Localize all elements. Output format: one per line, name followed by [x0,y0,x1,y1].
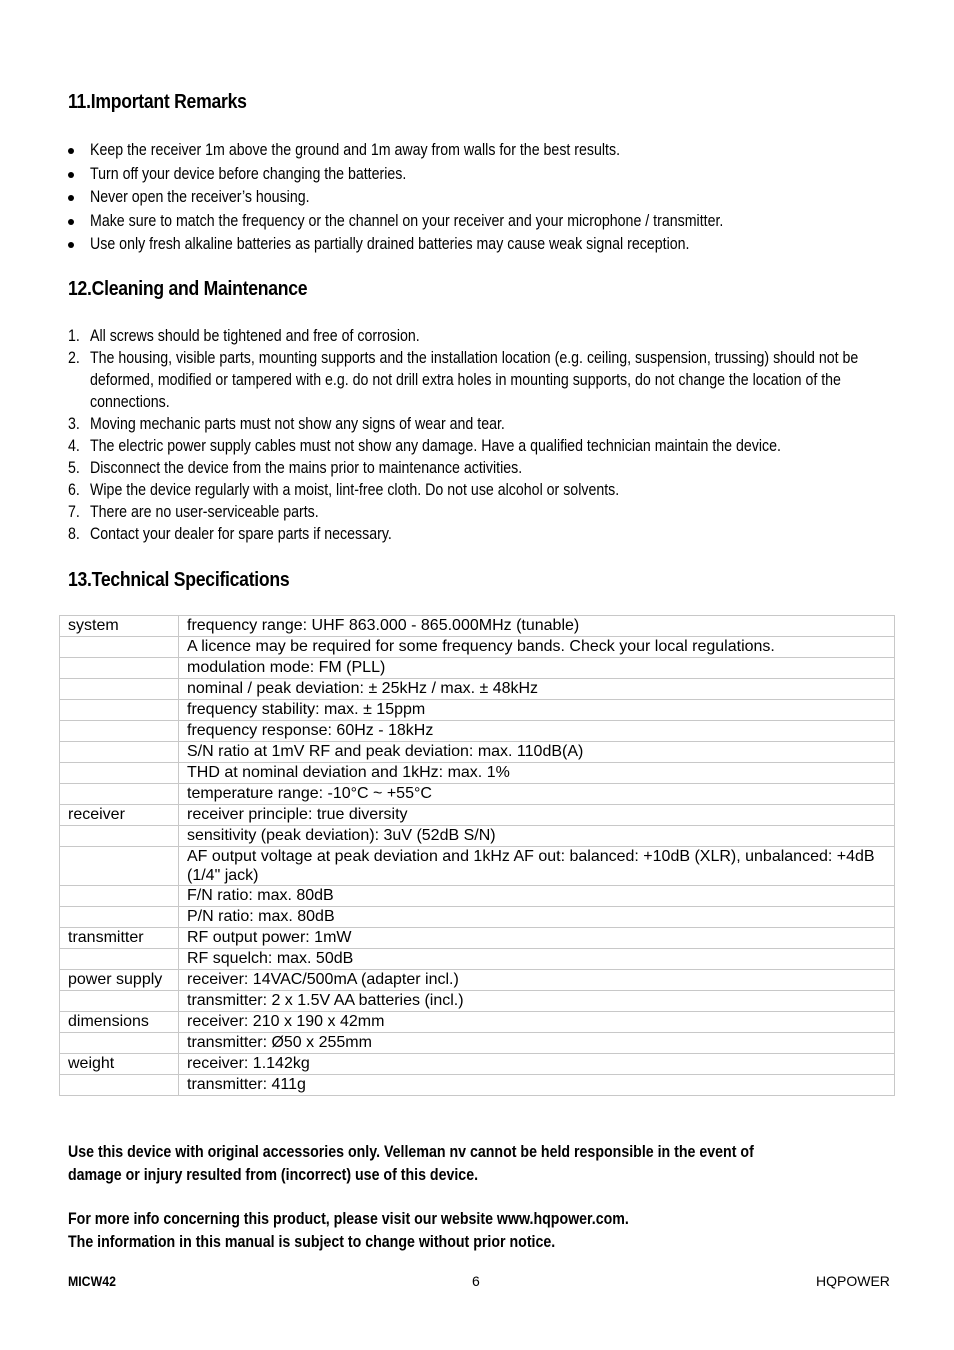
spec-category [60,826,179,847]
spec-value: frequency response: 60Hz - 18kHz [179,721,895,742]
info-notice [68,1208,629,1254]
item-number: 8. [68,525,80,543]
section-title-cleaning: 12.Cleaning and Maintenance [68,278,308,300]
spec-category: system [60,616,179,637]
cleaning-item [68,325,954,347]
item-number: 2. [68,349,80,367]
spec-value: THD at nominal deviation and 1kHz: max. 1% [179,763,895,784]
remark-item [68,139,826,163]
spec-category [60,700,179,721]
spec-category: power supply [60,970,179,991]
spec-value: RF squelch: max. 50dB [179,949,895,970]
spec-category [60,784,179,805]
cleaning-item [68,413,954,435]
spec-row [60,700,895,721]
spec-category [60,658,179,679]
bullet-icon [68,148,74,154]
spec-value: frequency range: UHF 863.000 - 865.000MHz (tunable) [179,616,895,637]
cleaning-item [68,523,954,545]
spec-category: weight [60,1054,179,1075]
spec-row [60,742,895,763]
item-number: 6. [68,481,80,499]
spec-row [60,721,895,742]
spec-row [60,847,895,886]
cleaning-text: The housing, visible parts, mounting supports and the installation location (e.g. ceiling, suspension, trussing) should not be deformed, modified or tampered with e.g. do not drill extra holes in mounting supports, do not change the location of the connections. [90,349,859,411]
spec-value: receiver: 210 x 190 x 42mm [179,1012,895,1033]
remark-text: Never open the receiver’s housing. [90,188,310,206]
spec-row [60,1054,895,1075]
cleaning-item [68,435,954,457]
remark-item [68,163,826,187]
notice-line: The information in this manual is subject to change without prior notice. [68,1233,556,1251]
cleaning-text: There are no user-serviceable parts. [90,503,319,521]
accessories-notice [68,1141,754,1187]
remark-text: Keep the receiver 1m above the ground and 1m away from walls for the best results. [90,141,621,159]
cleaning-text: The electric power supply cables must not show any damage. Have a qualified technician maintain the device. [90,437,781,455]
spec-category [60,763,179,784]
spec-category [60,1033,179,1054]
remark-text: Use only fresh alkaline batteries as partially drained batteries may cause weak signal reception. [90,235,690,253]
spec-value: transmitter: 2 x 1.5V AA batteries (incl.) [179,991,895,1012]
item-number: 5. [68,459,80,477]
spec-row [60,907,895,928]
spec-row [60,616,895,637]
spec-category [60,991,179,1012]
footer-model: MICW42 [68,1273,116,1289]
spec-row [60,784,895,805]
spec-value: temperature range: -10°C ~ +55°C [179,784,895,805]
spec-value: transmitter: 411g [179,1075,895,1096]
remark-text: Make sure to match the frequency or the channel on your receiver and your microphone / transmitter. [90,211,724,230]
spec-value: F/N ratio: max. 80dB [179,886,895,907]
spec-value: AF output voltage at peak deviation and 1kHz AF out: balanced: +10dB (XLR), unbalanced: +4dB (1/4" jack) [179,847,895,886]
spec-category [60,949,179,970]
spec-category [60,847,179,886]
spec-row [60,991,895,1012]
cleaning-text: All screws should be tightened and free of corrosion. [90,327,420,345]
cleaning-text: Disconnect the device from the mains prior to maintenance activities. [90,459,523,477]
cleaning-item [68,501,954,523]
bullet-icon [68,172,74,178]
cleaning-text: Moving mechanic parts must not show any signs of wear and tear. [90,415,505,433]
item-number: 1. [68,327,80,345]
spec-row [60,637,895,658]
spec-value: frequency stability: max. ± 15ppm [179,700,895,721]
spec-category: transmitter [60,928,179,949]
section-title-specs: 13.Technical Specifications [68,569,290,591]
spec-row [60,826,895,847]
spec-row [60,679,895,700]
footer-page-number: 6 [472,1273,480,1289]
spec-value: A licence may be required for some frequency bands. Check your local regulations. [179,637,895,658]
spec-value: nominal / peak deviation: ± 25kHz / max. ± 48kHz [179,679,895,700]
spec-category [60,637,179,658]
cleaning-list [68,325,954,545]
spec-category [60,679,179,700]
notice-line: For more info concerning this product, please visit our website www.hqpower.com. [68,1210,629,1228]
specs-table [59,615,895,1096]
spec-value: receiver principle: true diversity [179,805,895,826]
spec-category [60,721,179,742]
spec-value: P/N ratio: max. 80dB [179,907,895,928]
remark-item [68,233,826,257]
spec-value: receiver: 14VAC/500mA (adapter incl.) [179,970,895,991]
spec-value: modulation mode: FM (PLL) [179,658,895,679]
spec-category [60,907,179,928]
spec-row [60,763,895,784]
spec-row [60,805,895,826]
notice-line: Use this device with original accessories only. Velleman nv cannot be held responsible in the event of [68,1143,754,1161]
spec-row [60,1033,895,1054]
spec-value: RF output power: 1mW [179,928,895,949]
bullet-icon [68,219,74,225]
spec-category [60,886,179,907]
item-number: 3. [68,415,80,433]
spec-category [60,1075,179,1096]
remarks-list [68,139,826,257]
spec-row [60,1012,895,1033]
remark-text: Turn off your device before changing the batteries. [90,164,407,183]
spec-value: S/N ratio at 1mV RF and peak deviation: max. 110dB(A) [179,742,895,763]
bullet-icon [68,242,74,248]
cleaning-text: Wipe the device regularly with a moist, lint-free cloth. Do not use alcohol or solvents. [90,481,620,499]
spec-row [60,970,895,991]
remark-item [68,210,826,234]
cleaning-item [68,347,954,413]
item-number: 7. [68,503,80,521]
notice-line: damage or injury resulted from (incorrect) use of this device. [68,1166,479,1184]
cleaning-text: Contact your dealer for spare parts if necessary. [90,525,392,543]
spec-row [60,658,895,679]
spec-category [60,742,179,763]
spec-row [60,1075,895,1096]
spec-value: sensitivity (peak deviation): 3uV (52dB S/N) [179,826,895,847]
footer-brand: HQPOWER [816,1273,890,1289]
bullet-icon [68,195,74,201]
spec-category: dimensions [60,1012,179,1033]
spec-row [60,886,895,907]
remark-item [68,186,826,210]
spec-row [60,949,895,970]
section-title-remarks: 11.Important Remarks [68,91,247,113]
spec-category: receiver [60,805,179,826]
cleaning-item [68,479,954,501]
cleaning-item [68,457,954,479]
spec-value: transmitter: Ø50 x 255mm [179,1033,895,1054]
spec-row [60,928,895,949]
spec-value: receiver: 1.142kg [179,1054,895,1075]
item-number: 4. [68,437,80,455]
